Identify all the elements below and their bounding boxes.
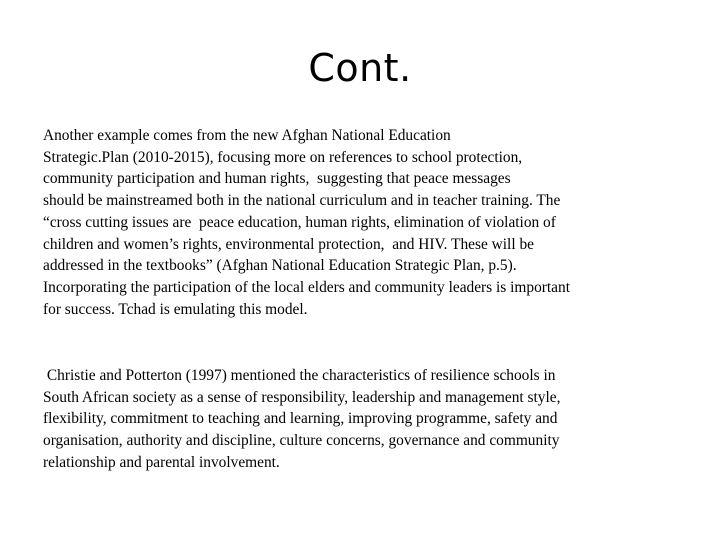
body-paragraph-resilience-schools: Christie and Potterton (1997) mentioned the characteristics of resilience schools in South African society as a sense of responsibility, leadership and management style, flexibility, commitment to teaching and learning, improving programme, safety and organisation, authority and discipline, culture concerns, governance and community relationship and parental involvement. xyxy=(43,367,561,471)
body-paragraph-afghan-plan: Another example comes from the new Afghan National Education Strategic.Plan (2010-2015), focusing more on references to school protection, community participation and human rights, suggesting that peace messages should be mainstreamed both in the national curriculum and in teacher training. The “cross cutting issues are peace education, human rights, elimination of violation of children and women’s rights, environmental protection, and HIV. These will be addressed in the textbooks” (Afghan National Education Strategic Plan, p.5). Incorporating the participation of the local elders and community leaders is important for success. Tchad is emulating this model. xyxy=(43,127,570,318)
slide-title: Cont. xyxy=(308,46,412,90)
